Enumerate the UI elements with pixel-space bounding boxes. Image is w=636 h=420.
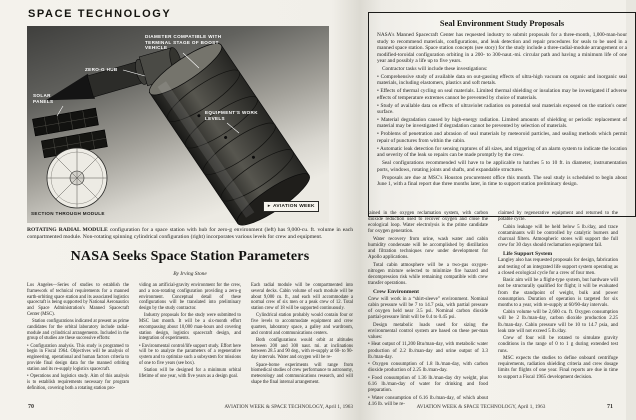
section-header: SPACE TECHNOLOGY	[28, 8, 172, 20]
page-number-right: 71	[607, 404, 613, 410]
subheading-crew-environment: Crew Environment	[373, 288, 419, 295]
article-paragraph: Station configurations indicated at present as prime candidates for the orbital laboratory include radial-module and cylindrical arrangements. Included in the group of studies are these successive efforts:	[27, 319, 129, 342]
article-paragraph: Crew will work in a “shirt-sleeve” environment. Nominal cabin pressure will be 7 to 14.7 psia, with partial pressure of oxygen held near 3.5 psi. Nominal carbon dioxide partial-pressure limit will be 0.4 to 0.45 psi.	[368, 296, 488, 320]
space-station-illustration	[27, 26, 329, 223]
sidebar-paragraph: Contractor tasks will include these investigations:	[382, 65, 488, 72]
article-paragraph: Cabin leakage will be held below 5 lb./day, and trace contaminants will be controlled by catalytic burners and charcoal filters. Atmospheric stores will support the full crew for 30 days should reclamation equipment fail.	[498, 224, 618, 249]
article-bullet: • Oxygen consumption of 1.8 lb./man-day, with carbon dioxide production of 2.25 lb./man-day.	[368, 362, 488, 374]
article-paragraph: Space-borne experiments will range from biomedical studies of crew performance to astronomy, meteorology and communications research, and will shape the final internal arrangement.	[251, 362, 353, 385]
sidebar-paragraph: Proposals are due at MSC's Houston procurement office this month. The seal study is scheduled to begin about June 1, with a final report due three months later, in time to support station preliminary design.	[377, 174, 627, 188]
sidebar-bullet: • Problems of penetration and abrasion of seal materials by meteoroid particles, and sealing methods which permit repair of punctures from within the cabin.	[377, 131, 627, 144]
sidebar-bullet: • Effects of thermal cycling on seal materials. Limited thermal shielding or insulation may be investigated if adverse effects of temperature extremes cannot be prevented by choice of materials.	[377, 88, 627, 101]
illustration-label-diameter: DIAMETER COMPATIBLE WITH TERMINAL STAGE OF BOOST VEHICLE	[145, 34, 222, 51]
pointer-icon: ►	[267, 203, 272, 208]
sidebar-paragraph: NASA's Manned Spacecraft Center has requested industry to submit proposals for a three-month, 1,000-man-hour study to recommend materials, configurations, and leak detection and repair procedures for seals to be used in a manned space station. Space station concepts (see story) for the study include a three-radial-module arrangement or a modified-toroidal configuration orbiting in a 200- to 300-naut.-mi. circular path and having a minimum life of one year and possibly a life up to five years.	[377, 32, 627, 64]
article-paragraph: Basic aim will be a flight-type system, but hardware will not be structurally qualified for flight; it will be evaluated from the standpoint of weight, bulk and power consumption. Duration of operation is targeted for six months to a year, with re-supply at 60/90-day intervals.	[498, 278, 618, 308]
article-column-3	[251, 283, 353, 397]
article-paragraph: Langley also has requested proposals for design, fabrication and testing of an integrated life support system operating as a closed ecological cycle for a crew of four men.	[498, 258, 618, 276]
caption-lead-in: ROTATING RADIAL MODULE	[27, 227, 108, 233]
article-bullet: • Food consumption of 1.36 lb./man-day dry weight, plus 6.16 lb./man-day of water for drinking and food preparation.	[368, 376, 488, 394]
article-paragraph: claimed by regenerative equipment and returned to the potable cycle.	[498, 211, 618, 223]
article-column-2	[139, 283, 241, 397]
article-headline: NASA Seeks Space Station Parameters	[70, 249, 310, 264]
article-paragraph: Industry proposals for the study were submitted to MSC last month. It will be a six-month effort encompassing about 10,000 man-hours and covering station design, logistics spacecraft design, and integration of experiments.	[139, 313, 241, 342]
article-paragraph: MSC expects the studies to define onboard centrifuge requirements, radiation shielding criteria and crew dosage limits for flights of one year. Final reports are due in time to support a Fiscal 1965 development decision.	[498, 356, 618, 380]
illustration-label-solar-panels: SOLAR PANELS	[33, 93, 54, 104]
article-paragraph: Los Angeles—Series of studies to establish the framework of technical requirements for a manned earth-orbiting space station and its associated logistics spacecraft is being supported by National Aeronautics and Space Administration's Manned Spacecraft Center (MSC).	[27, 283, 129, 317]
space-station-drawing	[27, 26, 329, 223]
footer-left: AVIATION WEEK & SPACE TECHNOLOGY, April 1, 1963	[224, 404, 353, 410]
section-view-shape	[47, 148, 107, 208]
article-paragraph: tained in the oxygen reclamation system, with carbon dioxide reduction used to recover oxygen and close the ecological loop. Water electrolysis is the prime candidate for oxygen generation.	[368, 211, 488, 235]
article-paragraph: Crew of four will be rotated to simulate gravity conditions in the range of 0 to 1 g during extended test runs.	[498, 336, 618, 354]
illustration-label-section: SECTION THROUGH MODULE	[31, 211, 105, 216]
illustration-label-work-levels: EQUIPMENT'S WORK LEVELS	[205, 110, 258, 121]
article-paragraph: Cylindrical station probably would contain four or five levels to accommodate equipment and crew quarters, laboratory space, a galley and wardroom, and control and communications centers.	[251, 313, 353, 336]
article-paragraph: Design metabolic loads used for sizing the environmental control system are based on these per-man values:	[368, 322, 488, 340]
sidebar-bullet: • Comprehensive study of available data on out-gassing effects of ultra-high vacuum on organic and inorganic seal materials, including elastomers, plastics and soft metals.	[377, 73, 627, 87]
article-paragraph: Total cabin atmosphere will be a two-gas oxygen-nitrogen mixture selected to minimize fire hazard and decompression risk while remaining compatible with crew transfer operations.	[368, 262, 488, 287]
article-paragraph: Water recovery from urine, wash water and cabin humidity condensate will be accomplished by distillation and filtration techniques now under development for Apollo applications.	[368, 236, 488, 261]
caption-body: configuration for a space station with hub for zero-g environment (left) has 9,000-cu. ft. volume in each compartmented module. Non-rotating spinning cylindrical configuration (right) incorporates various levels for crew and equipment.	[27, 227, 353, 240]
illustration-label-zero-g-hub: ZERO-G HUB	[85, 67, 118, 72]
article-bullet: • Water consumption of 6.16 lb./man-day, of which about 4.16 lb. will be re-	[368, 395, 488, 408]
article-column-1	[27, 283, 129, 397]
article-paragraph: Each radial module will be compartmented into several decks. Cabin volume of each module will be about 9,000 cu. ft., and each will accommodate a normal crew of six men or a peak crew of 12. Total station crew of 18 will be supported continuously.	[251, 283, 353, 311]
article-bullet: • Configuration analysis. This study is programed to begin in Fiscal 1964. Objectives will be analysis of engineering, operational and human factors criteria to provide final design data for the manned orbiting station and its re-supply logistics spacecraft.	[27, 343, 129, 372]
article-bullet: • Operations and logistics study. Aim of this analysis is to establish requirements necessary for program definition, covering both a rotating station pro-	[27, 374, 129, 391]
illustration-caption	[27, 227, 353, 241]
article-paragraph: Both configurations would orbit at altitudes between 200 and 300 naut. mi. at inclinations between 28.5 and 90 deg., with re-supply at 60- to 90-day intervals. Water and oxygen will be re-	[251, 337, 353, 361]
article-byline: By Irving Stone	[173, 271, 207, 277]
sidebar-title: Seal Environment Study Proposals	[439, 19, 565, 28]
sidebar-bullet: • Study of available data on effects of ultraviolet radiation on potential seal materials exposed on the station's outer surface.	[377, 102, 627, 116]
footer-right: AVIATION WEEK & SPACE TECHNOLOGY, April 1, 1963	[416, 404, 546, 410]
sidebar-bullet: • Material degradation caused by high-energy radiation. Limited amounts of shielding or periodic replacement of material may be investigated if degradation cannot be prevented by selection of materials.	[377, 116, 627, 130]
seal-study-box	[368, 12, 636, 217]
article-paragraph: Station will be designed for a minimum orbital lifetime of one year, with five years as a design goal.	[139, 368, 241, 380]
article-column-4	[368, 211, 488, 408]
page-number-left: 70	[28, 404, 34, 410]
subheading-life-support-system: Life Support System	[503, 250, 553, 257]
photo-credit-text: AVIATION WEEK	[272, 204, 315, 209]
article-paragraph: Cabin volume will be 2,600 cu. ft. Oxygen consumption will be 2 lb./man-day, carbon dioxide production 2.25 lb./man-day. Cabin pressure will be 10 to 14.7 psia, and leak rate will not exceed 5 lb./day.	[498, 310, 618, 334]
article-bullet: • Environmental control/life support study. Effort here will be to analyze the parameters of a regenerative system and to optimize such a subsystem for missions of one to five years (see box).	[139, 343, 241, 366]
photo-credit-badge	[263, 201, 319, 212]
article-paragraph: viding an artificial-gravity environment for the crew, and a non-rotating configuration providing a zero-g environment. Conceptual detail of these configurations will be translated into preliminary design by the study contractor.	[139, 283, 241, 311]
article-bullet: • Heat output of 11,200 Btu/man-day, with metabolic water production of 2.2 lb./man-day and urine output of 3.3 lb./man-day.	[368, 342, 488, 360]
article-column-5	[498, 211, 618, 398]
sidebar-paragraph: Seal configurations recommended will have to be applicable to hatches 5 to 10 ft. in diameter, instrumentation ports, windows, rotating joints and shafts, and expandable structures.	[377, 160, 627, 173]
sidebar-bullet: • Automatic leak detection for sensing ruptures of all sizes, and triggering of an alarm system to indicate the location and severity of the leak so repairs can be made promptly by the crew.	[377, 145, 627, 159]
